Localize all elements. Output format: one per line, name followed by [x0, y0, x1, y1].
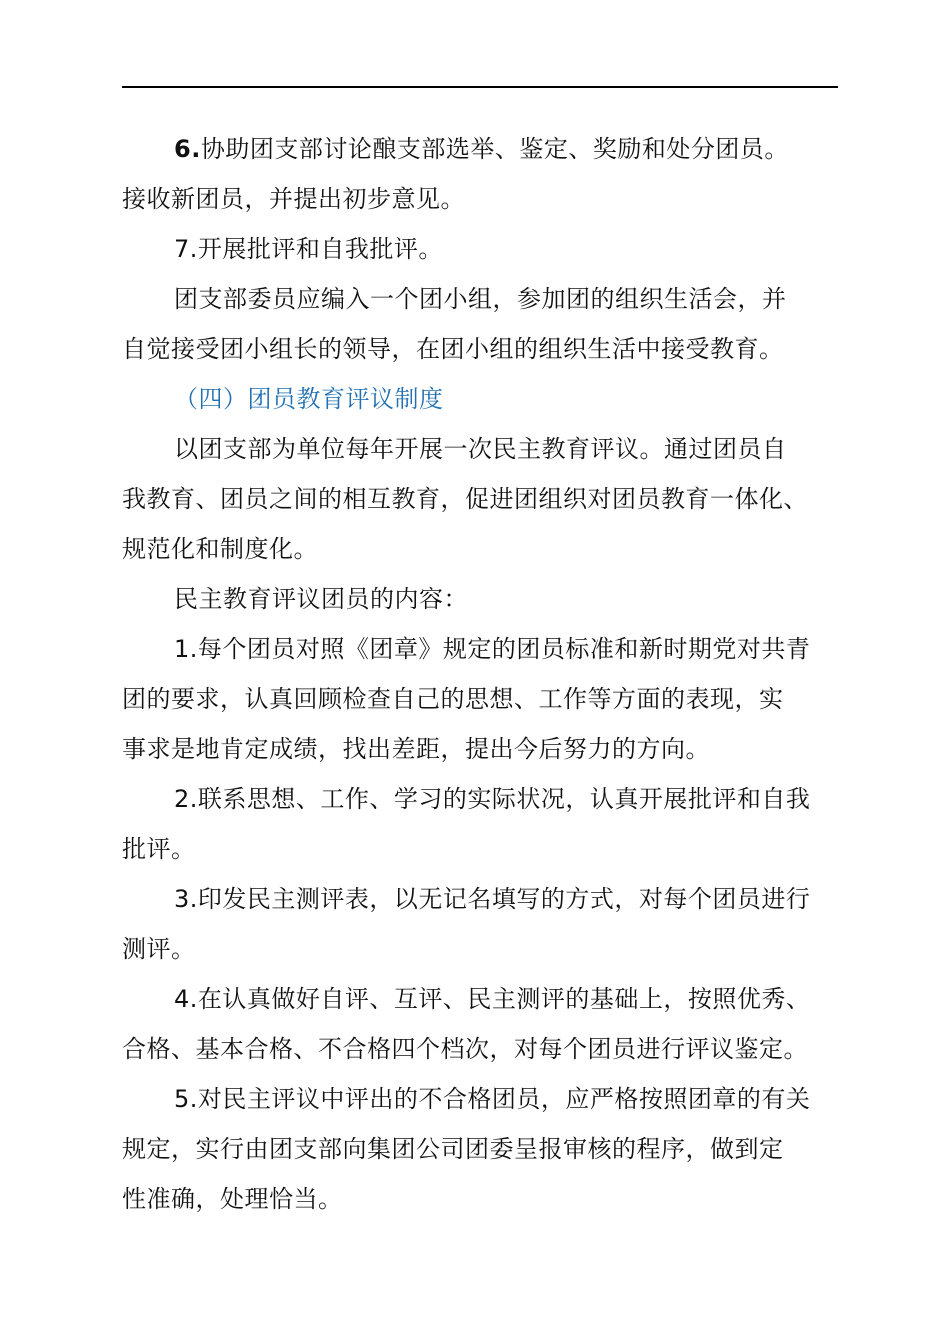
paragraph-line: 性准确，处理恰当。 [122, 1185, 343, 1213]
paragraph-line: 3.印发民主测评表，以无记名填写的方式，对每个团员进行 [174, 885, 811, 913]
paragraph-line: 批评。 [122, 835, 196, 863]
paragraph-line [122, 124, 838, 174]
paragraph-line: 测评。 [122, 935, 196, 963]
paragraph-line: 团的要求，认真回顾检查自己的思想、工作等方面的表现，实 [122, 685, 784, 713]
line-text: 协助团支部讨论酿支部选举、鉴定、奖励和处分团员。 [200, 135, 789, 163]
paragraph-line: 团支部委员应编入一个团小组，参加团的组织生活会，并 [174, 285, 787, 313]
item-number: 6. [174, 135, 201, 163]
paragraph-line: 以团支部为单位每年开展一次民主教育评议。通过团员自 [174, 435, 787, 463]
paragraph-line: 5.对民主评议中评出的不合格团员，应严格按照团章的有关 [174, 1085, 811, 1113]
paragraph-line: 2.联系思想、工作、学习的实际状况，认真开展批评和自我 [174, 785, 811, 813]
section-heading: （四）团员教育评议制度 [174, 385, 444, 413]
paragraph-line: 自觉接受团小组长的领导，在团小组的组织生活中接受教育。 [122, 335, 784, 363]
paragraph-line: 1.每个团员对照《团章》规定的团员标准和新时期党对共青 [174, 635, 811, 663]
paragraph-line: 合格、基本合格、不合格四个档次，对每个团员进行评议鉴定。 [122, 1035, 808, 1063]
paragraph-line: 民主教育评议团员的内容： [174, 585, 468, 613]
document-body [122, 124, 838, 1224]
paragraph-line: 规范化和制度化。 [122, 535, 318, 563]
paragraph-line: 规定，实行由团支部向集团公司团委呈报审核的程序，做到定 [122, 1135, 784, 1163]
header-rule [122, 86, 838, 88]
paragraph-line: 接收新团员，并提出初步意见。 [122, 185, 465, 213]
paragraph-line: 7.开展批评和自我批评。 [174, 235, 443, 263]
paragraph-line: 4.在认真做好自评、互评、民主测评的基础上，按照优秀、 [174, 985, 811, 1013]
paragraph-line: 事求是地肯定成绩，找出差距，提出今后努力的方向。 [122, 735, 710, 763]
paragraph-line: 我教育、团员之间的相互教育，促进团组织对团员教育一体化、 [122, 485, 808, 513]
